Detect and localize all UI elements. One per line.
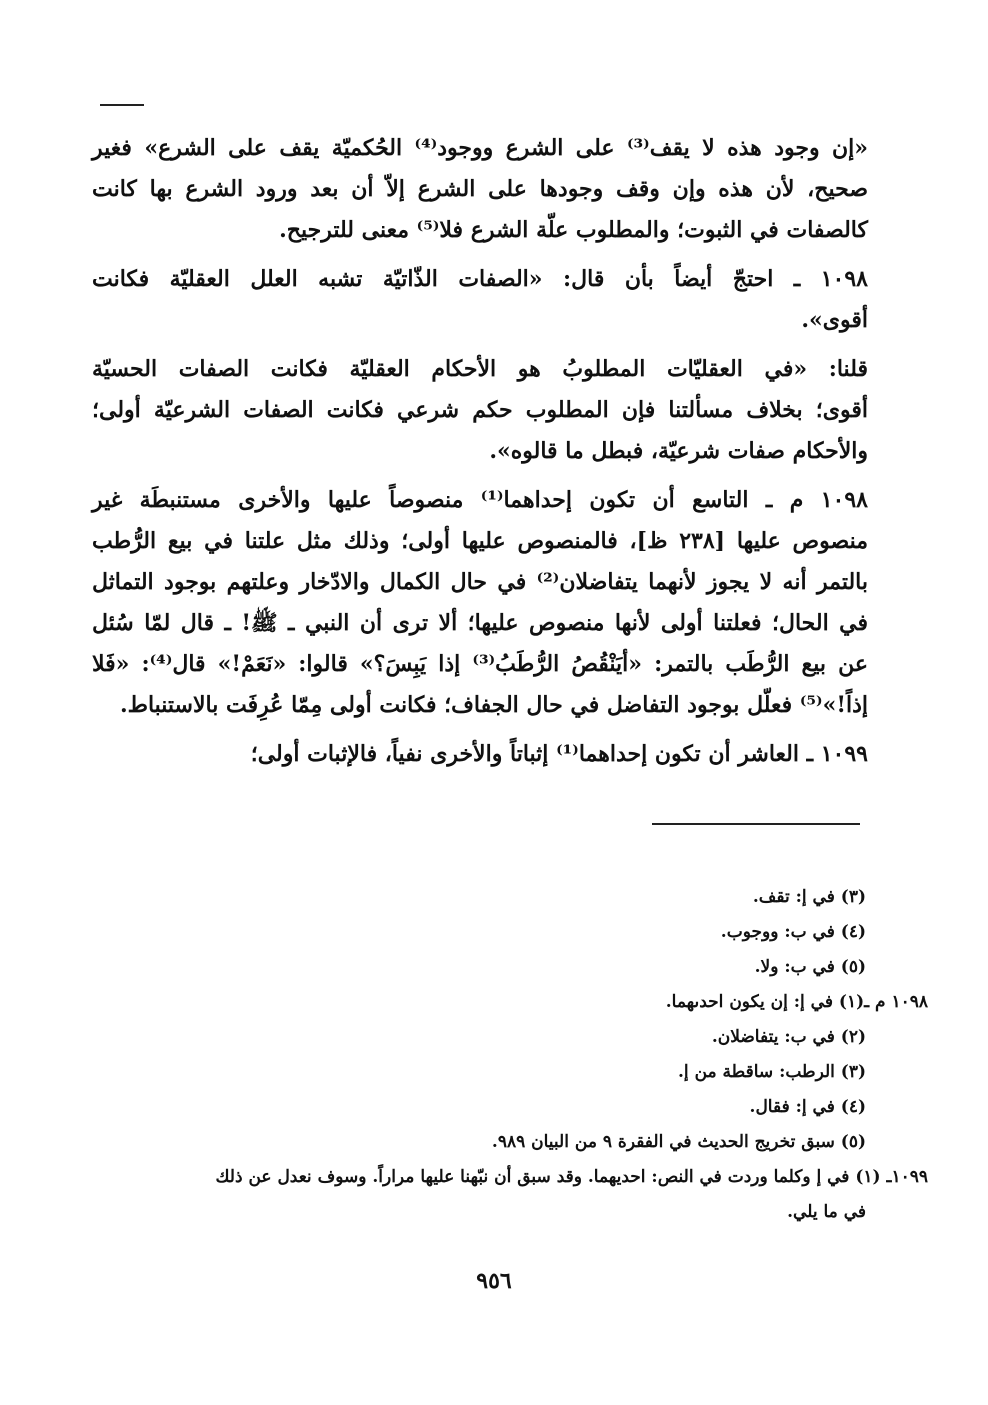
paragraph-continuation [92, 128, 868, 251]
text-line: إذاً!»⁽⁵⁾ فعلّل بوجود التفاضل في حال الجفاف؛ فكانت أولى مِمّا عُرِفَت بالاستنباط. [119, 692, 868, 718]
footnote: (٣) الرطب: ساقطة من إ. [678, 1062, 866, 1082]
footnote: (٤) في إ: فقال. [749, 1097, 866, 1117]
footnote-continuation: في ما يلي. [787, 1202, 866, 1222]
footnote: (٢) في ب: يتفاضلان. [711, 1027, 866, 1047]
text-line: بالتمر أنه لا يجوز لأنهما يتفاضلان⁽²⁾ في حال الكمال والادّخار وعلتهم بوجود التماثل [92, 569, 868, 595]
paragraph-1098m [92, 480, 868, 726]
footnote: ١٠٩٩ـ (١) في إ وكلما وردت في النص: احديهما. وقد سبق أن نبّهنا عليها مراراً. وسوف نعدل عن ذلك [215, 1167, 928, 1187]
header-rule [100, 104, 144, 106]
text-line: قلنا: «في العقليّات المطلوبُ هو الأحكام العقليّة فكانت الصفات الحسيّة [92, 356, 868, 382]
paragraph-1099 [92, 734, 868, 775]
text-line: «إن وجود هذه لا يقف⁽³⁾ على الشرع ووجود⁽⁴⁾ الحُكميّة يقف على الشرع» فغير [92, 135, 869, 161]
text-line: ١٠٩٨ م ـ التاسع أن تكون إحداهما⁽¹⁾ منصوصاً عليها والأخرى مستنبطَة غير [92, 487, 868, 513]
text-line: والأحكام صفات شرعيّة، فبطل ما قالوه». [489, 438, 868, 464]
text-line: في الحال؛ فعلتنا أولى لأنها منصوص عليها؛ ألا ترى أن النبي ـ ﷺ! ـ قال لمّا سُئل [92, 610, 868, 636]
footnote: (٣) في إ: تقف. [752, 887, 866, 907]
text-line: ١٠٩٨ ـ احتجّ أيضاً بأن قال: «الصفات الذّاتيّة تشبه العلل العقليّة فكانت [92, 266, 868, 292]
footnote: (٥) سبق تخريج الحديث في الفقرة ٩ من البيان ٩٨٩. [491, 1132, 866, 1152]
footnotes-section [78, 880, 928, 1230]
paragraph-reply [92, 349, 868, 472]
footnote: ١٠٩٨ م ـ(١) في إ: إن يكون احدىهما. [665, 992, 928, 1012]
main-text-body [92, 128, 868, 783]
text-line: أقوى». [801, 307, 868, 333]
text-line: كالصفات في الثبوت؛ والمطلوب علّة الشرع فلا⁽⁵⁾ معنى للترجيح. [279, 217, 868, 243]
footnote-separator [652, 823, 860, 825]
page-number: ٩٥٦ [476, 1268, 512, 1294]
footnote: (٥) في ب: ولا. [754, 957, 866, 977]
text-line: ١٠٩٩ ـ العاشر أن تكون إحداهما⁽¹⁾ إثباتاً والأخرى نفياً، فالإثبات أولى؛ [250, 741, 868, 767]
text-line: عن بيع الرُّطَب بالتمر: «أيَنْقُصُ الرُّطَبُ⁽³⁾ إذا يَبِسَ؟» قالوا: «نَعَمْ!» قال⁽⁴⁾: «فَلا [92, 651, 868, 677]
text-line: صحيح، لأن هذه وإن وقف وجودها على الشرع إلاّ أن بعد ورود الشرع بها كانت [92, 176, 868, 202]
paragraph-1098 [92, 259, 868, 341]
text-line: أقوى؛ بخلاف مسألتنا فإن المطلوب حكم شرعي فكانت الصفات الشرعيّة أولى؛ [92, 397, 868, 423]
text-line: منصوص عليها [٢٣٨ ظ]، فالمنصوص عليها أولى؛ وذلك مثل علتنا في بيع الرُّطب [92, 528, 868, 554]
footnote: (٤) في ب: ووجوب. [720, 922, 866, 942]
